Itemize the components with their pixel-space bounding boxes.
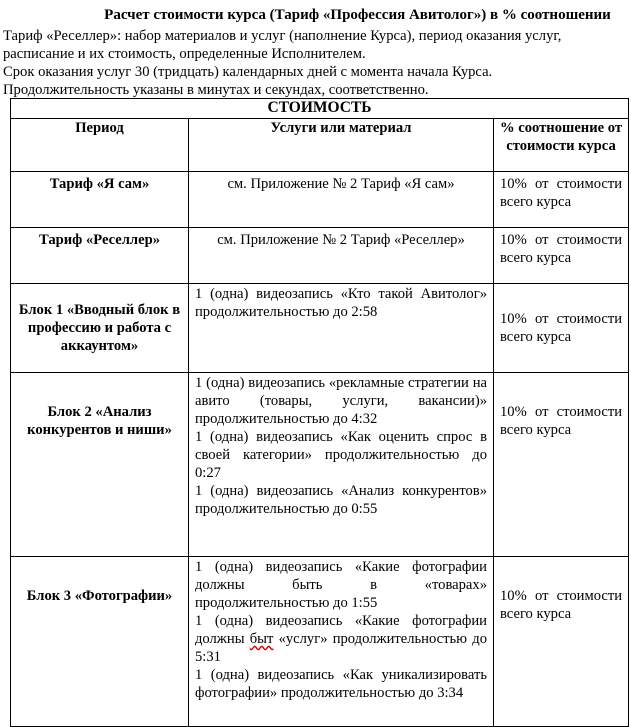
intro-paragraph-term: Срок оказания услуг 30 (тридцать) календарных дней с момента начала Курса. <box>3 64 493 80</box>
row-services: 1 (одна) видеозапись «Кто такой Авитолог» продолжительностью до 2:58 <box>189 284 494 373</box>
row-services: см. Приложение № 2 Тариф «Реселлер» <box>189 228 494 284</box>
table-row <box>11 228 629 284</box>
row-services: 1 (одна) видеозапись «рекламные стратегии на авито (товары, услуги, вакансии)» продолжительностью до 4:32 1 (одна) видеозапись «Как оценить спрос в своей категории» продолжительностью до 0:27 1 (одна) видеозапись «Анализ конкурентов» продолжительностью до 0:55 <box>189 373 494 557</box>
table-row <box>11 172 629 228</box>
row-period: Блок 1 «Вводный блок в профессию и работа с аккаунтом» <box>11 284 189 373</box>
row-services: 1 (одна) видеозапись «Какие фотографии должны быть в «товарах» продолжительностью до 1:55 1 (одна) видеозапись «Какие фотографии должны быт «услуг» продолжительностью до 5:31 1 (одна) видеозапись «Как уникализировать фотографии» продолжительностью до 3:34 <box>189 557 494 727</box>
row-period: Тариф «Я сам» <box>11 172 189 228</box>
cost-table <box>10 98 629 727</box>
table-row <box>11 557 629 727</box>
header-services: Услуги или материал <box>189 119 494 172</box>
row-percent: 10% от стоимости всего курса <box>494 373 629 557</box>
row-percent: 10% от стоимости всего курса <box>494 172 629 228</box>
row-period: Блок 2 «Анализ конкурентов и ниши» <box>11 373 189 557</box>
intro-paragraph-reseller: Тариф «Реселлер»: набор материалов и услуг (наполнение Курса), период оказания услуг, расписание и их стоимость, определенные Исполнителем. <box>3 28 562 62</box>
table-row <box>11 373 629 557</box>
intro-paragraph-duration: Продолжительность указаны в минутах и секундах, соответственно. <box>3 82 429 98</box>
row-period: Блок 3 «Фотографии» <box>11 557 189 727</box>
table-caption: СТОИМОСТЬ <box>11 99 629 119</box>
table-header-row <box>11 119 629 172</box>
row-period: Тариф «Реселлер» <box>11 228 189 284</box>
header-percent: % соотношение от стоимости курса <box>494 119 629 172</box>
document-title: Расчет стоимости курса (Тариф «Профессия Авитолог») в % соотношении <box>104 7 611 23</box>
row-percent: 10% от стоимости всего курса <box>494 284 629 373</box>
table-caption-row <box>11 99 629 119</box>
row-percent: 10% от стоимости всего курса <box>494 228 629 284</box>
header-period: Период <box>11 119 189 172</box>
row-services: см. Приложение № 2 Тариф «Я сам» <box>189 172 494 228</box>
table-row <box>11 284 629 373</box>
row-percent: 10% от стоимости всего курса <box>494 557 629 727</box>
